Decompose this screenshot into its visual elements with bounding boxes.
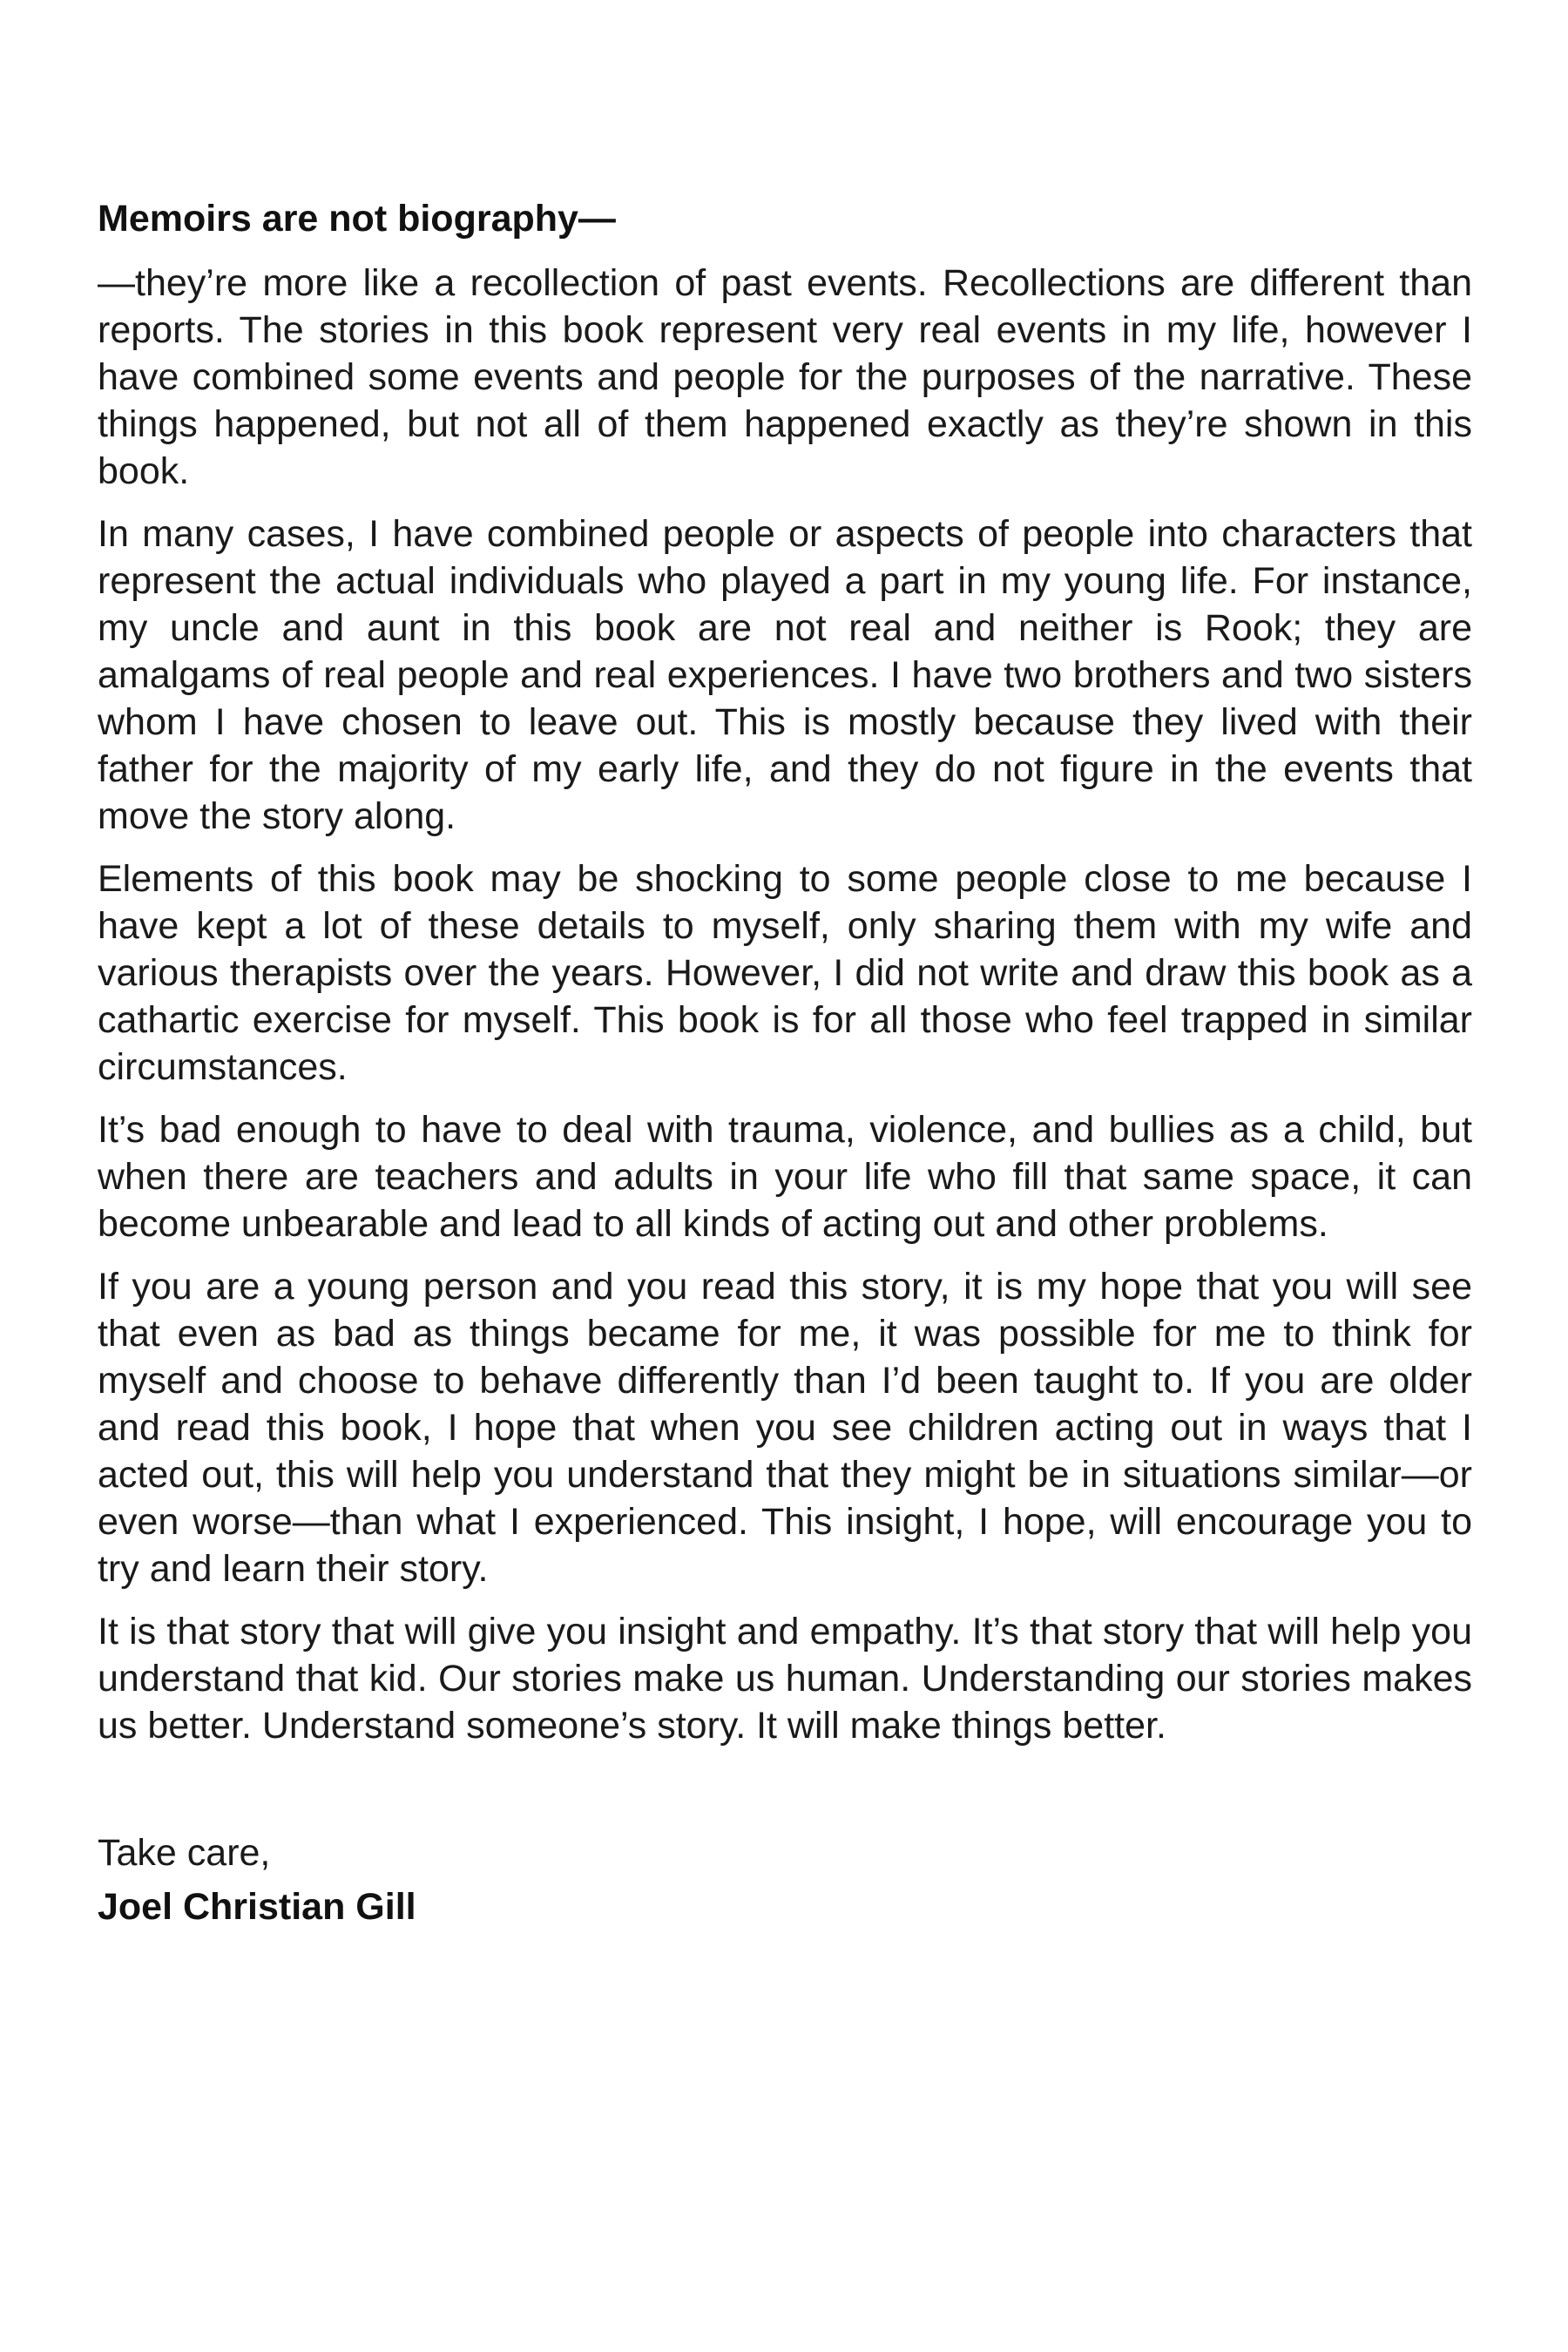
- paragraph-5: If you are a young person and you read this story, it is my hope that you will see that even as bad as things became for me, it was possible for me to think for myself and choose to behave differently than I’d been taught to. If you are older and read this book, I hope that when you see children acting out in ways that I acted out, this will help you understand that they might be in situations similar—or even worse—than what I experienced. This insight, I hope, will encourage you to try and learn their story.: [98, 1266, 1472, 1590]
- paragraph-4: It’s bad enough to have to deal with trauma, violence, and bullies as a child, but when there are teachers and adults in your life who fill that same space, it can become unbearable and lead to all kinds of acting out and other problems.: [98, 1109, 1472, 1245]
- paragraph-3: Elements of this book may be shocking to some people close to me because I have kept a lot of these details to myself, only sharing them with my wife and various therapists over the years. However, I did not write and draw this book as a cathartic exercise for myself. This book is for all those who feel trapped in similar circumstances.: [98, 858, 1472, 1088]
- author-name: Joel Christian Gill: [98, 1886, 416, 1928]
- signoff: Take care,: [98, 1832, 271, 1874]
- paragraph-6: It is that story that will give you insight and empathy. It’s that story that will help you understand that kid. Our stories make us human. Understanding our stories makes us better. Understand someone’s story. It will make things better.: [98, 1611, 1472, 1747]
- paragraph-2: In many cases, I have combined people or aspects of people into characters that represent the actual individuals who played a part in my young life. For instance, my uncle and aunt in this book are not real and neither is Rook; they are amalgams of real people and real experiences. I have two brothers and two sisters whom I have chosen to leave out. This is mostly because they lived with their father for the majority of my early life, and they do not figure in the events that move the story along.: [98, 513, 1472, 837]
- paragraph-1: —they’re more like a recollection of past events. Recollections are different than reports. The stories in this book represent very real events in my life, however I have combined some events and people for the purposes of the narrative. These things happened, but not all of them happened exactly as they’re shown in this book.: [98, 262, 1472, 492]
- memoir-note: [98, 195, 1472, 1930]
- section-heading: Memoirs are not biography—: [98, 198, 616, 240]
